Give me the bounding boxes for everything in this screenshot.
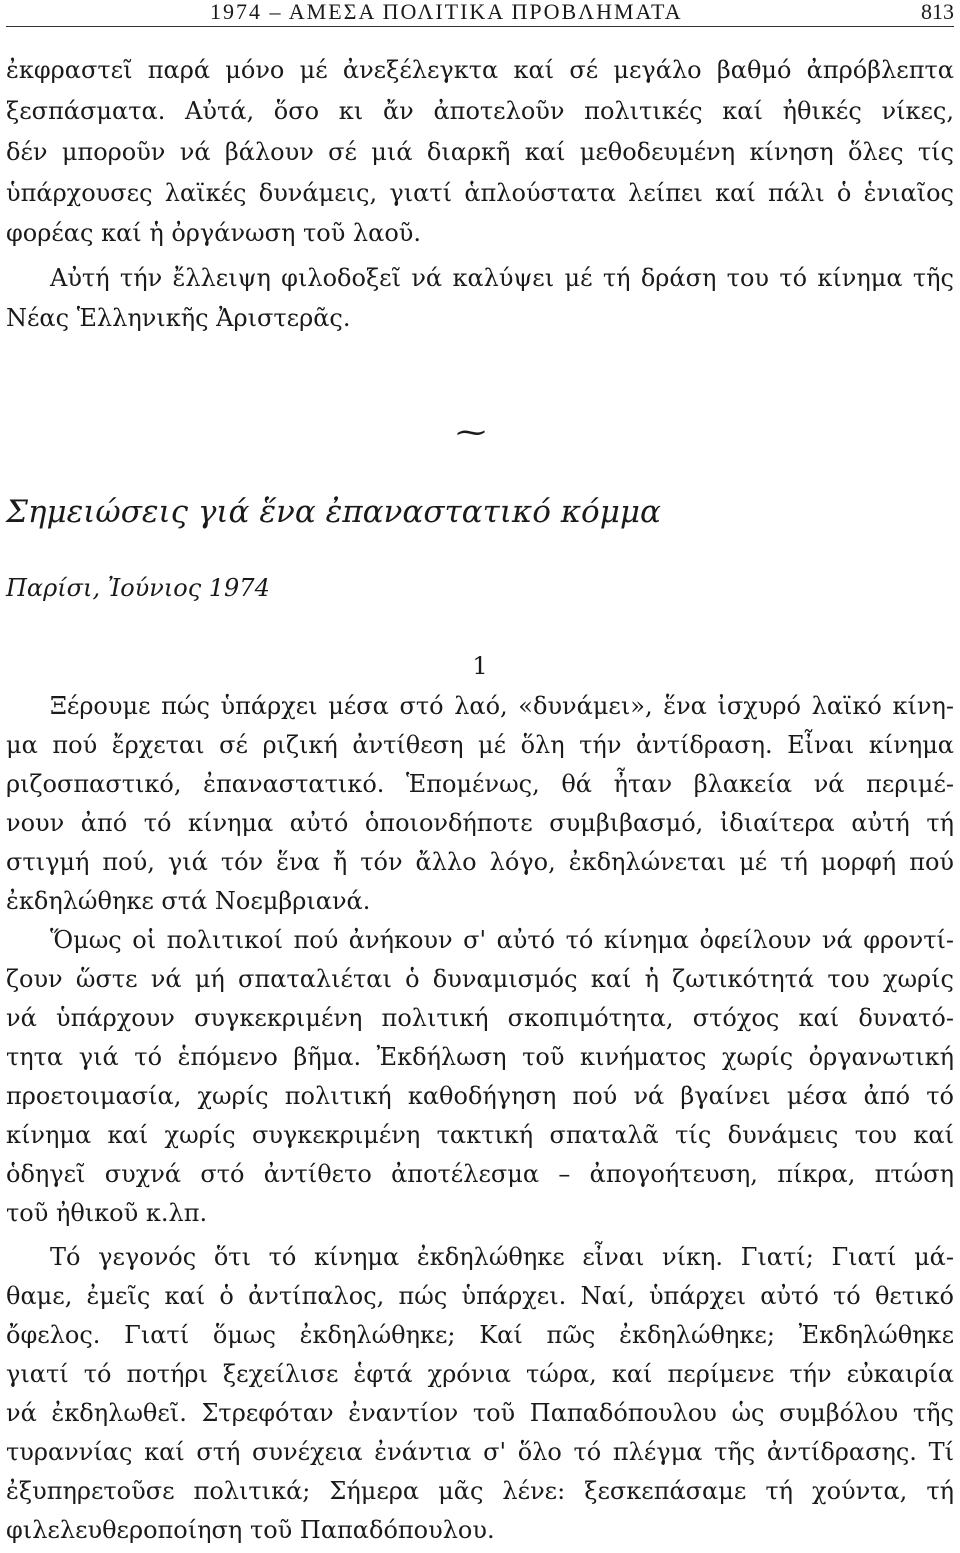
body-line: νά ἐκδηλωθεῖ. Στρεφόταν ἐναντίον τοῦ Παπαδόπουλου ὡς συμβόλου τῆς <box>6 1399 954 1427</box>
body-line: γιατί τό ποτήρι ξεχείλισε ἑφτά χρόνια τώρα, καί περίμενε τήν εὐκαιρία <box>6 1360 954 1388</box>
body-line: Τό γεγονός ὅτι τό κίνημα ἐκδηλώθηκε εἶναι νίκη. Γιατί; Γιατί μά- <box>50 1243 954 1271</box>
body-line: μα πού ἔρχεται σέ ριζική ἀντίθεση μέ ὅλη τήν ἀντίδραση. Εἶναι κίνημα <box>6 731 954 759</box>
body-line: νά ὑπάρχουν συγκεκριμένη πολιτική σκοπιμότητα, στόχος καί δυνατό- <box>6 1004 954 1032</box>
ornament-divider: ⁓ <box>456 415 486 450</box>
body-line: Ὅμως οἱ πολιτικοί πού ἀνήκουν σ' αὐτό τό κίνημα ὀφείλουν νά φροντί- <box>50 926 954 954</box>
body-line: ζουν ὥστε νά μή σπαταλιέται ὁ δυναμισμός καί ἡ ζωτικότητά του χωρίς <box>6 965 954 993</box>
body-line: Ξέρουμε πώς ὑπάρχει μέσα στό λαό, «δυνάμει», ἕνα ἰσχυρό λαϊκό κίνη- <box>50 692 954 720</box>
body-line: στιγμή πού, γιά τόν ἕνα ἤ τόν ἄλλο λόγο, ἐκδηλώνεται μέ τή μορφή πού <box>6 848 954 876</box>
intro-line: ξεσπάσματα. Αὐτά, ὅσο κι ἄν ἀποτελοῦν πολιτικές καί ἠθικές νίκες, <box>6 97 954 125</box>
intro-line: ὑπάρχουσες λαϊκές δυνάμεις, γιατί ἁπλούστατα λείπει καί πάλι ὁ ἑνιαῖος <box>6 179 954 207</box>
body-line: φιλελευθεροποίηση τοῦ Παπαδόπουλου. <box>6 1516 495 1544</box>
body-line: τητα γιά τό ἑπόμενο βῆμα. Ἐκδήλωση τοῦ κινήματος χωρίς ὀργανωτική <box>6 1043 954 1071</box>
body-line: ἐκδηλώθηκε στά Νοεμβριανά. <box>6 887 371 915</box>
running-header <box>6 0 954 27</box>
intro-line: Αὐτή τήν ἔλλειψη φιλοδοξεῖ νά καλύψει μέ τή δράση του τό κίνημα τῆς <box>50 264 954 292</box>
intro-line: φορέας καί ἡ ὀργάνωση τοῦ λαοῦ. <box>6 219 422 247</box>
running-title: 1974 – ΑΜΕΣΑ ΠΟΛΙΤΙΚΑ ΠΡΟΒΛΗΜΑΤΑ <box>210 0 683 24</box>
body-line: νουν ἀπό τό κίνημα αὐτό ὁποιονδήποτε συμβιβασμό, ἰδιαίτερα αὐτή τή <box>6 809 954 837</box>
intro-line: δέν μποροῦν νά βάλουν σέ μιά διαρκῆ καί μεθοδευμένη κίνηση ὅλες τίς <box>6 138 954 166</box>
body-line: ὄφελος. Γιατί ὅμως ἐκδηλώθηκε; Καί πῶς ἐκδηλώθηκε; Ἐκδηλώθηκε <box>6 1321 954 1349</box>
page-number: 813 <box>921 0 954 24</box>
intro-line: ἐκφραστεῖ παρά μόνο μέ ἀνεξέλεγκτα καί σέ μεγάλο βαθμό ἀπρόβλεπτα <box>6 56 954 84</box>
section-number: 1 <box>472 652 488 680</box>
body-line: προετοιμασία, χωρίς πολιτική καθοδήγηση πού νά βγαίνει μέσα ἀπό τό <box>6 1082 954 1110</box>
body-line: τυραννίας καί στή συνέχεια ἐνάντια σ' ὅλο τό πλέγμα τῆς ἀντίδρασης. Τί <box>6 1438 954 1466</box>
body-line: ριζοσπαστικό, ἐπαναστατικό. Ἑπομένως, θά ἦταν βλακεία νά περιμέ- <box>6 770 954 798</box>
section-title: Σημειώσεις γιά ἕνα ἐπαναστατικό κόμμα <box>6 494 661 530</box>
body-line: θαμε, ἐμεῖς καί ὁ ἀντίπαλος, πώς ὑπάρχει. Ναί, ὑπάρχει αὐτό τό θετικό <box>6 1282 954 1310</box>
body-line: ἐξυπηρετοῦσε πολιτικά; Σήμερα μᾶς λένε: ξεσκεπάσαμε τή χούντα, τή <box>6 1477 954 1505</box>
body-line: τοῦ ἠθικοῦ κ.λπ. <box>6 1199 208 1227</box>
intro-line: Νέας Ἑλληνικῆς Ἀριστερᾶς. <box>6 304 351 332</box>
body-line: κίνημα καί χωρίς συγκεκριμένη τακτική σπαταλᾶ τίς δυνάμεις του καί <box>6 1121 954 1149</box>
dateline: Παρίσι, Ἰούνιος 1974 <box>6 574 270 602</box>
body-line: ὁδηγεῖ συχνά στό ἀντίθετο ἀποτέλεσμα – ἀπογοήτευση, πίκρα, πτώση <box>6 1160 954 1188</box>
